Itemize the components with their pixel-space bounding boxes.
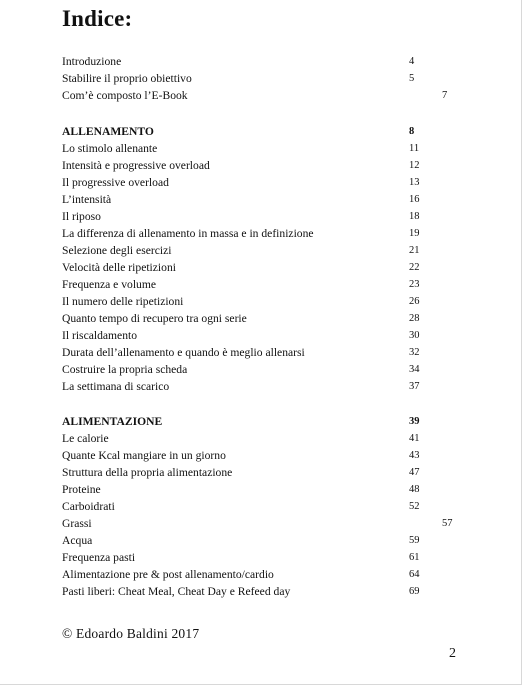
toc-entry-page: 37 bbox=[409, 381, 420, 392]
toc-entry-page: 41 bbox=[409, 433, 420, 444]
toc-entry-label: Introduzione bbox=[62, 55, 122, 68]
toc-entry-page: 43 bbox=[409, 450, 420, 461]
copyright-notice: © Edoardo Baldini 2017 bbox=[62, 626, 200, 641]
toc-entry-label: Frequenza pasti bbox=[62, 551, 136, 564]
toc-entry-label: Frequenza e volume bbox=[62, 278, 157, 291]
page-number: 2 bbox=[449, 646, 456, 661]
toc-entry-page: 22 bbox=[409, 262, 420, 273]
toc-entry-page: 23 bbox=[409, 279, 420, 290]
toc-entry-label: Il riposo bbox=[62, 210, 101, 223]
toc-entry-label: Com’è composto l’E-Book bbox=[62, 89, 188, 102]
toc-entry-page: 57 bbox=[442, 518, 453, 529]
toc-entry-label: Quanto tempo di recupero tra ogni serie bbox=[62, 312, 247, 325]
toc-entry-label: Alimentazione pre & post allenamento/cardio bbox=[62, 568, 274, 581]
toc-entry-label: La differenza di allenamento in massa e in definizione bbox=[62, 227, 314, 240]
toc-heading-label: ALLENAMENTO bbox=[62, 125, 154, 138]
toc-entry-label: Quante Kcal mangiare in un giorno bbox=[62, 449, 226, 462]
toc-entry-label: Intensità e progressive overload bbox=[62, 159, 210, 172]
toc-entry-page: 4 bbox=[409, 56, 415, 67]
toc-entry-label: Pasti liberi: Cheat Meal, Cheat Day e Refeed day bbox=[62, 585, 291, 598]
toc-entry-page: 64 bbox=[409, 569, 420, 580]
toc-entry-label: Le calorie bbox=[62, 432, 109, 445]
toc-entry-page: 52 bbox=[409, 501, 420, 512]
toc-heading-page: 8 bbox=[409, 126, 415, 137]
toc-entry-page: 11 bbox=[409, 143, 420, 154]
toc-entry-label: Il riscaldamento bbox=[62, 329, 138, 342]
toc-entry-page: 7 bbox=[442, 90, 448, 101]
toc-entry-page: 18 bbox=[409, 211, 420, 222]
toc-entry-page: 30 bbox=[409, 330, 420, 341]
toc-entry-label: Grassi bbox=[62, 517, 92, 530]
toc-entry-label: Costruire la propria scheda bbox=[62, 363, 188, 376]
toc-entry-page: 5 bbox=[409, 73, 415, 84]
toc-entry-page: 28 bbox=[409, 313, 420, 324]
toc-entry-label: Proteine bbox=[62, 483, 101, 496]
toc-entry-page: 48 bbox=[409, 484, 420, 495]
index-title: Indice: bbox=[62, 6, 133, 31]
toc-entry-page: 12 bbox=[409, 160, 420, 171]
toc-entry-label: L’intensità bbox=[62, 193, 112, 206]
toc-entry-label: Lo stimolo allenante bbox=[62, 142, 158, 155]
toc-entry-page: 34 bbox=[409, 364, 420, 375]
toc-entry-page: 26 bbox=[409, 296, 420, 307]
toc-entry-page: 32 bbox=[409, 347, 420, 358]
toc-entry-label: Carboidrati bbox=[62, 500, 115, 513]
toc-heading-label: ALIMENTAZIONE bbox=[62, 415, 163, 428]
toc-entry-label: Selezione degli esercizi bbox=[62, 244, 172, 257]
toc-entry-label: Durata dell’allenamento e quando è meglio allenarsi bbox=[62, 346, 305, 359]
toc-entry-page: 69 bbox=[409, 586, 420, 597]
toc-entry-label: Struttura della propria alimentazione bbox=[62, 466, 233, 479]
toc-entry-label: Il numero delle ripetizioni bbox=[62, 295, 184, 308]
toc-entry-page: 13 bbox=[409, 177, 420, 188]
toc-entry-label: Stabilire il proprio obiettivo bbox=[62, 72, 192, 85]
toc-heading-page: 39 bbox=[409, 416, 420, 427]
toc-entry-page: 61 bbox=[409, 552, 420, 563]
toc-entry-label: Velocità delle ripetizioni bbox=[62, 261, 176, 274]
toc-entry-label: Acqua bbox=[62, 534, 93, 547]
toc-entry-label: Il progressive overload bbox=[62, 176, 169, 189]
toc-entry-page: 59 bbox=[409, 535, 420, 546]
toc-entry-page: 16 bbox=[409, 194, 420, 205]
toc-entry-label: La settimana di scarico bbox=[62, 380, 170, 393]
toc-entry-page: 47 bbox=[409, 467, 420, 478]
toc-entry-page: 19 bbox=[409, 228, 420, 239]
toc-entry-page: 21 bbox=[409, 245, 420, 256]
